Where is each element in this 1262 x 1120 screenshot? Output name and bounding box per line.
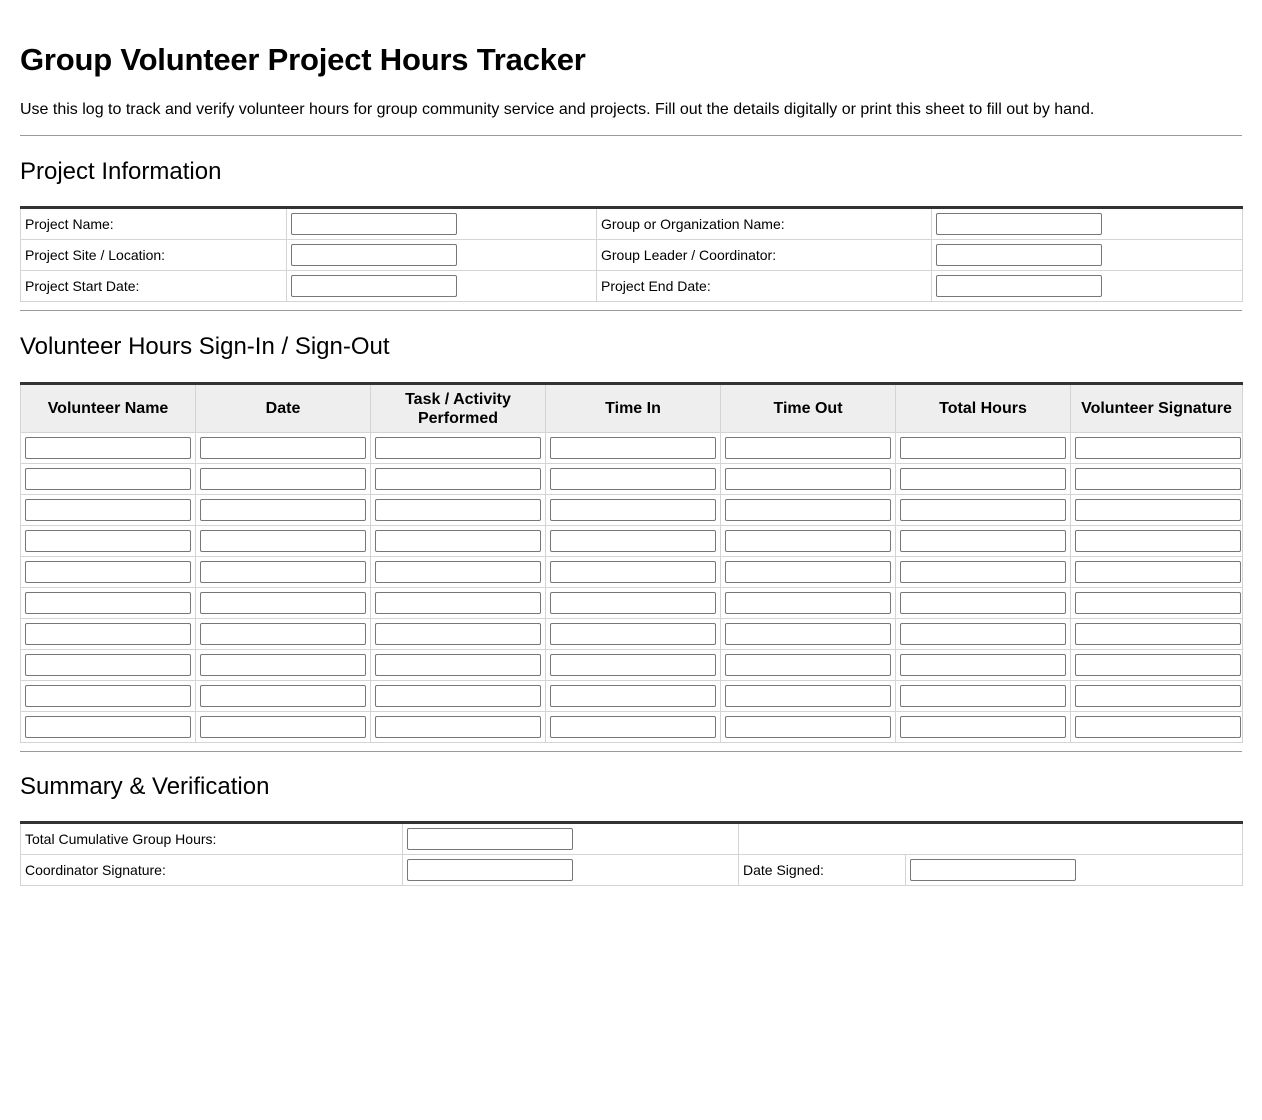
table-cell — [896, 464, 1071, 495]
project-site-input[interactable] — [291, 244, 457, 266]
table-cell — [721, 650, 896, 681]
task-input[interactable] — [375, 654, 541, 676]
volunteer-name-input[interactable] — [25, 499, 191, 521]
signature-input[interactable] — [1075, 530, 1241, 552]
table-cell — [1071, 495, 1243, 526]
column-header-volunteer-name: Volunteer Name — [21, 384, 196, 433]
task-input[interactable] — [375, 685, 541, 707]
summary-row — [21, 823, 1243, 855]
table-cell — [21, 588, 196, 619]
hours-header-row — [21, 384, 1243, 433]
group-name-input[interactable] — [936, 213, 1102, 235]
time-out-input[interactable] — [725, 437, 891, 459]
table-row — [21, 526, 1243, 557]
signature-input[interactable] — [1075, 499, 1241, 521]
volunteer-name-input[interactable] — [25, 592, 191, 614]
table-cell — [196, 464, 371, 495]
total-hours-input[interactable] — [900, 716, 1066, 738]
date-input[interactable] — [200, 623, 366, 645]
volunteer-name-input[interactable] — [25, 716, 191, 738]
table-cell — [371, 650, 546, 681]
table-cell — [721, 557, 896, 588]
table-cell — [1071, 464, 1243, 495]
table-cell — [371, 464, 546, 495]
table-cell — [896, 681, 1071, 712]
date-input[interactable] — [200, 592, 366, 614]
time-in-input[interactable] — [550, 561, 716, 583]
total-hours-label: Total Cumulative Group Hours: — [21, 823, 403, 855]
date-input[interactable] — [200, 654, 366, 676]
project-info-row — [21, 271, 1243, 302]
volunteer-name-input[interactable] — [25, 561, 191, 583]
date-signed-input[interactable] — [910, 859, 1076, 881]
volunteer-name-input[interactable] — [25, 468, 191, 490]
column-header-date: Date — [196, 384, 371, 433]
total-hours-input[interactable] — [407, 828, 573, 850]
task-input[interactable] — [375, 468, 541, 490]
total-hours-input[interactable] — [900, 685, 1066, 707]
project-site-label: Project Site / Location: — [21, 240, 287, 271]
task-input[interactable] — [375, 716, 541, 738]
table-cell — [371, 495, 546, 526]
table-cell — [196, 619, 371, 650]
total-hours-input[interactable] — [900, 592, 1066, 614]
table-cell — [896, 526, 1071, 557]
table-cell — [371, 557, 546, 588]
table-cell — [721, 495, 896, 526]
table-cell — [896, 588, 1071, 619]
signature-input[interactable] — [1075, 685, 1241, 707]
group-leader-label: Group Leader / Coordinator: — [597, 240, 932, 271]
volunteer-name-input[interactable] — [25, 654, 191, 676]
group-name-cell — [932, 208, 1243, 240]
hours-log-body — [21, 433, 1243, 743]
table-cell — [196, 712, 371, 743]
group-leader-input[interactable] — [936, 244, 1102, 266]
column-header-total-hours: Total Hours — [896, 384, 1071, 433]
table-cell — [196, 495, 371, 526]
table-row — [21, 495, 1243, 526]
time-in-input[interactable] — [550, 716, 716, 738]
task-input[interactable] — [375, 623, 541, 645]
table-cell — [1071, 619, 1243, 650]
summary-empty-cell — [739, 823, 1243, 855]
signature-input[interactable] — [1075, 654, 1241, 676]
time-in-input[interactable] — [550, 530, 716, 552]
signature-input[interactable] — [1075, 561, 1241, 583]
start-date-label: Project Start Date: — [21, 271, 287, 302]
section-divider — [20, 135, 1242, 136]
table-cell — [371, 526, 546, 557]
end-date-label: Project End Date: — [597, 271, 932, 302]
table-row — [21, 588, 1243, 619]
table-row — [21, 712, 1243, 743]
table-cell — [546, 712, 721, 743]
section-divider — [20, 310, 1242, 311]
volunteer-name-input[interactable] — [25, 530, 191, 552]
table-cell — [546, 433, 721, 464]
time-out-input[interactable] — [725, 468, 891, 490]
table-cell — [896, 619, 1071, 650]
table-row — [21, 433, 1243, 464]
table-cell — [721, 464, 896, 495]
time-in-input[interactable] — [550, 654, 716, 676]
table-cell — [896, 557, 1071, 588]
signature-input[interactable] — [1075, 437, 1241, 459]
group-name-label: Group or Organization Name: — [597, 208, 932, 240]
time-in-input[interactable] — [550, 592, 716, 614]
volunteer-name-input[interactable] — [25, 685, 191, 707]
table-cell — [721, 712, 896, 743]
total-hours-input[interactable] — [900, 468, 1066, 490]
total-hours-input[interactable] — [900, 530, 1066, 552]
hours-log-heading: Volunteer Hours Sign-In / Sign-Out — [20, 333, 390, 360]
time-out-input[interactable] — [725, 499, 891, 521]
table-cell — [196, 650, 371, 681]
date-input[interactable] — [200, 685, 366, 707]
summary-heading: Summary & Verification — [20, 773, 270, 800]
end-date-input[interactable] — [936, 275, 1102, 297]
table-cell — [546, 557, 721, 588]
table-cell — [721, 433, 896, 464]
table-cell — [371, 588, 546, 619]
time-in-input[interactable] — [550, 468, 716, 490]
table-cell — [196, 433, 371, 464]
time-out-input[interactable] — [725, 592, 891, 614]
table-cell — [21, 681, 196, 712]
coordinator-signature-cell — [403, 855, 739, 886]
table-cell — [546, 681, 721, 712]
table-cell — [721, 526, 896, 557]
table-cell — [546, 526, 721, 557]
table-cell — [896, 712, 1071, 743]
task-input[interactable] — [375, 592, 541, 614]
date-input[interactable] — [200, 530, 366, 552]
table-cell — [721, 588, 896, 619]
table-cell — [371, 712, 546, 743]
total-hours-input[interactable] — [900, 623, 1066, 645]
project-info-table — [20, 206, 1243, 302]
project-name-cell — [287, 208, 597, 240]
time-in-input[interactable] — [550, 685, 716, 707]
start-date-cell — [287, 271, 597, 302]
table-cell — [371, 619, 546, 650]
task-input[interactable] — [375, 530, 541, 552]
date-signed-label: Date Signed: — [739, 855, 906, 886]
table-cell — [721, 681, 896, 712]
table-row — [21, 650, 1243, 681]
column-header-time-out: Time Out — [721, 384, 896, 433]
start-date-input[interactable] — [291, 275, 457, 297]
intro-text: Use this log to track and verify volunteer hours for group community service and projects. Fill out the details digitally or print this sheet to fill out by hand. — [20, 101, 1095, 118]
table-cell — [196, 681, 371, 712]
group-leader-cell — [932, 240, 1243, 271]
table-cell — [896, 495, 1071, 526]
table-cell — [21, 619, 196, 650]
table-cell — [546, 650, 721, 681]
task-input[interactable] — [375, 499, 541, 521]
project-site-cell — [287, 240, 597, 271]
table-cell — [721, 619, 896, 650]
coordinator-signature-label: Coordinator Signature: — [21, 855, 403, 886]
total-hours-input[interactable] — [900, 437, 1066, 459]
table-row — [21, 557, 1243, 588]
time-out-input[interactable] — [725, 654, 891, 676]
table-cell — [546, 464, 721, 495]
volunteer-name-input[interactable] — [25, 437, 191, 459]
table-cell — [196, 588, 371, 619]
table-cell — [896, 650, 1071, 681]
table-cell — [896, 433, 1071, 464]
tracker-page — [20, 0, 1242, 886]
table-cell — [21, 433, 196, 464]
volunteer-name-input[interactable] — [25, 623, 191, 645]
table-cell — [21, 464, 196, 495]
table-row — [21, 681, 1243, 712]
signature-input[interactable] — [1075, 592, 1241, 614]
date-input[interactable] — [200, 716, 366, 738]
table-cell — [21, 557, 196, 588]
time-in-input[interactable] — [550, 499, 716, 521]
project-name-label: Project Name: — [21, 208, 287, 240]
table-cell — [21, 650, 196, 681]
table-row — [21, 464, 1243, 495]
date-input[interactable] — [200, 468, 366, 490]
date-input[interactable] — [200, 437, 366, 459]
table-cell — [21, 712, 196, 743]
table-cell — [546, 588, 721, 619]
coordinator-signature-input[interactable] — [407, 859, 573, 881]
page-title: Group Volunteer Project Hours Tracker — [20, 42, 586, 77]
task-input[interactable] — [375, 561, 541, 583]
time-out-input[interactable] — [725, 685, 891, 707]
table-cell — [21, 495, 196, 526]
table-cell — [371, 681, 546, 712]
table-cell — [1071, 681, 1243, 712]
time-out-input[interactable] — [725, 716, 891, 738]
date-signed-cell — [906, 855, 1243, 886]
total-hours-input[interactable] — [900, 499, 1066, 521]
table-cell — [1071, 650, 1243, 681]
hours-log-table — [20, 382, 1243, 743]
time-out-input[interactable] — [725, 623, 891, 645]
column-header-task: Task / Activity Performed — [371, 384, 546, 433]
table-cell — [196, 557, 371, 588]
column-header-time-in: Time In — [546, 384, 721, 433]
summary-row — [21, 855, 1243, 886]
signature-input[interactable] — [1075, 468, 1241, 490]
column-header-signature: Volunteer Signature — [1071, 384, 1243, 433]
table-cell — [1071, 557, 1243, 588]
end-date-cell — [932, 271, 1243, 302]
table-cell — [21, 526, 196, 557]
table-cell — [1071, 526, 1243, 557]
table-cell — [196, 526, 371, 557]
section-divider — [20, 751, 1242, 752]
time-out-input[interactable] — [725, 561, 891, 583]
time-in-input[interactable] — [550, 437, 716, 459]
table-cell — [546, 619, 721, 650]
table-cell — [1071, 588, 1243, 619]
table-cell — [1071, 712, 1243, 743]
table-row — [21, 619, 1243, 650]
signature-input[interactable] — [1075, 623, 1241, 645]
project-name-input[interactable] — [291, 213, 457, 235]
table-cell — [546, 495, 721, 526]
total-hours-input[interactable] — [900, 654, 1066, 676]
project-info-heading: Project Information — [20, 158, 222, 185]
table-cell — [371, 433, 546, 464]
date-input[interactable] — [200, 499, 366, 521]
signature-input[interactable] — [1075, 716, 1241, 738]
project-info-row — [21, 240, 1243, 271]
date-input[interactable] — [200, 561, 366, 583]
total-hours-input[interactable] — [900, 561, 1066, 583]
table-cell — [1071, 433, 1243, 464]
total-hours-cell — [403, 823, 739, 855]
summary-table — [20, 821, 1243, 886]
time-out-input[interactable] — [725, 530, 891, 552]
time-in-input[interactable] — [550, 623, 716, 645]
project-info-row — [21, 208, 1243, 240]
task-input[interactable] — [375, 437, 541, 459]
